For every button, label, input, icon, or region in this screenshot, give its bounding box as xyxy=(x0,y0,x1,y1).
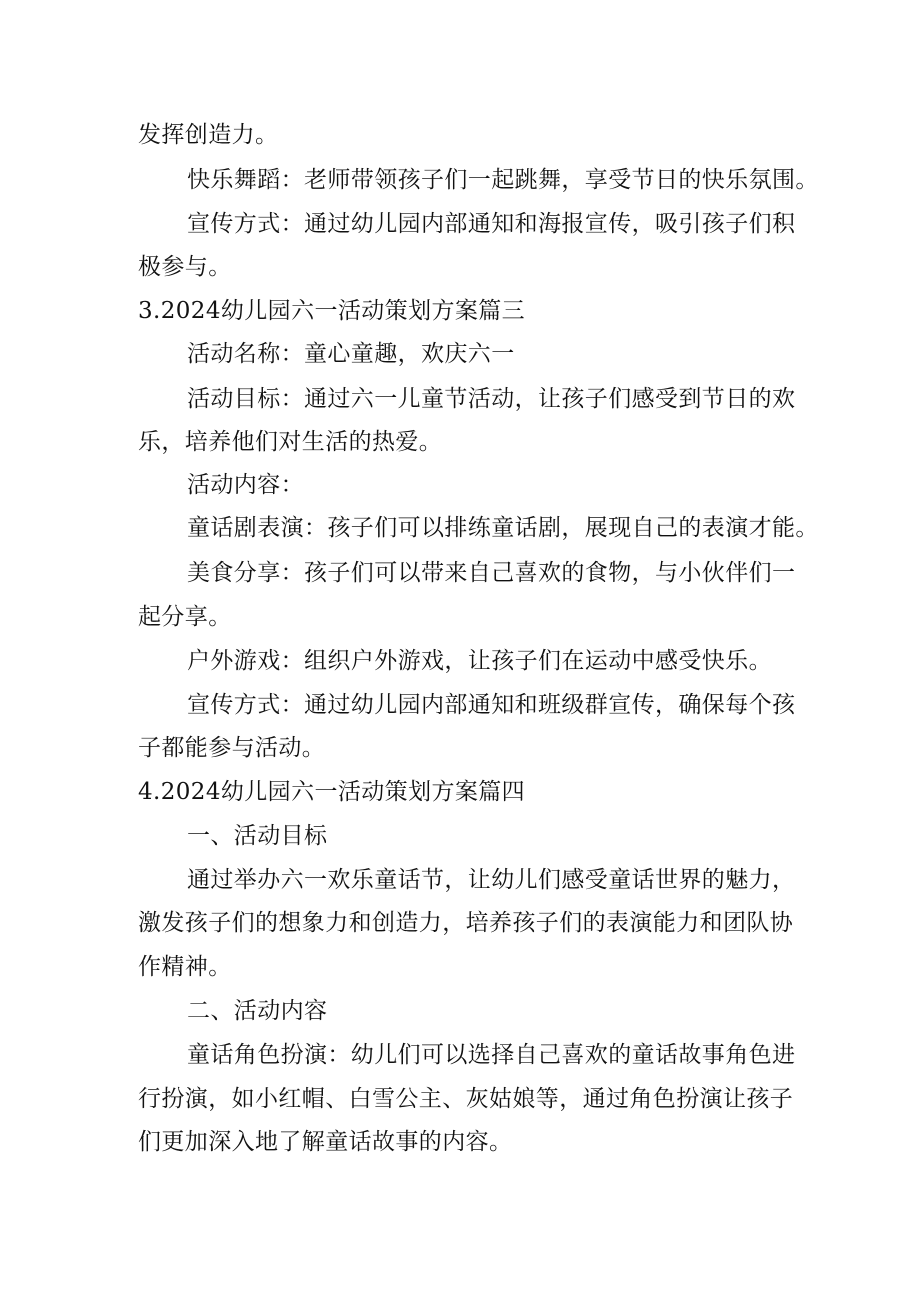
text-line: 快乐舞蹈：老师带领孩子们一起跳舞，享受节日的快乐氛围。 xyxy=(187,167,819,193)
subheading: 二、活动内容 xyxy=(187,998,328,1024)
text-line: 行扮演，如小红帽、白雪公主、灰姑娘等，通过角色扮演让孩子 xyxy=(138,1086,794,1112)
section-heading: 4.2024幼儿园六一活动策划方案篇四 xyxy=(138,779,526,805)
text-line: 宣传方式：通过幼儿园内部通知和海报宣传，吸引孩子们积 xyxy=(187,211,796,237)
text-line: 活动内容： xyxy=(187,472,304,498)
subheading: 一、活动目标 xyxy=(187,823,328,849)
text-line: 通过举办六一欢乐童话节，让幼儿们感受童话世界的魅力， xyxy=(187,867,796,893)
text-line: 户外游戏：组织户外游戏，让孩子们在运动中感受快乐。 xyxy=(187,648,772,674)
text-line: 发挥创造力。 xyxy=(138,122,279,148)
text-line: 活动名称：童心童趣，欢庆六一 xyxy=(187,341,515,367)
text-line: 作精神。 xyxy=(138,954,232,980)
text-line: 活动目标：通过六一儿童节活动，让孩子们感受到节日的欢 xyxy=(187,386,796,412)
text-line: 极参与。 xyxy=(138,254,232,280)
text-line: 起分享。 xyxy=(138,604,232,630)
text-line: 美食分享：孩子们可以带来自己喜欢的食物，与小伙伴们一 xyxy=(187,560,796,586)
text-line: 激发孩子们的想象力和创造力，培养孩子们的表演能力和团队协 xyxy=(138,910,794,936)
text-line: 子都能参与活动。 xyxy=(138,735,326,761)
text-line: 童话角色扮演：幼儿们可以选择自己喜欢的童话故事角色进 xyxy=(187,1042,796,1068)
text-line: 们更加深入地了解童话故事的内容。 xyxy=(138,1129,513,1155)
section-heading: 3.2024幼儿园六一活动策划方案篇三 xyxy=(138,298,526,324)
text-line: 宣传方式：通过幼儿园内部通知和班级群宣传，确保每个孩 xyxy=(187,692,796,718)
text-line: 乐，培养他们对生活的热爱。 xyxy=(138,429,443,455)
text-line: 童话剧表演：孩子们可以排练童话剧，展现自己的表演才能。 xyxy=(187,515,819,541)
